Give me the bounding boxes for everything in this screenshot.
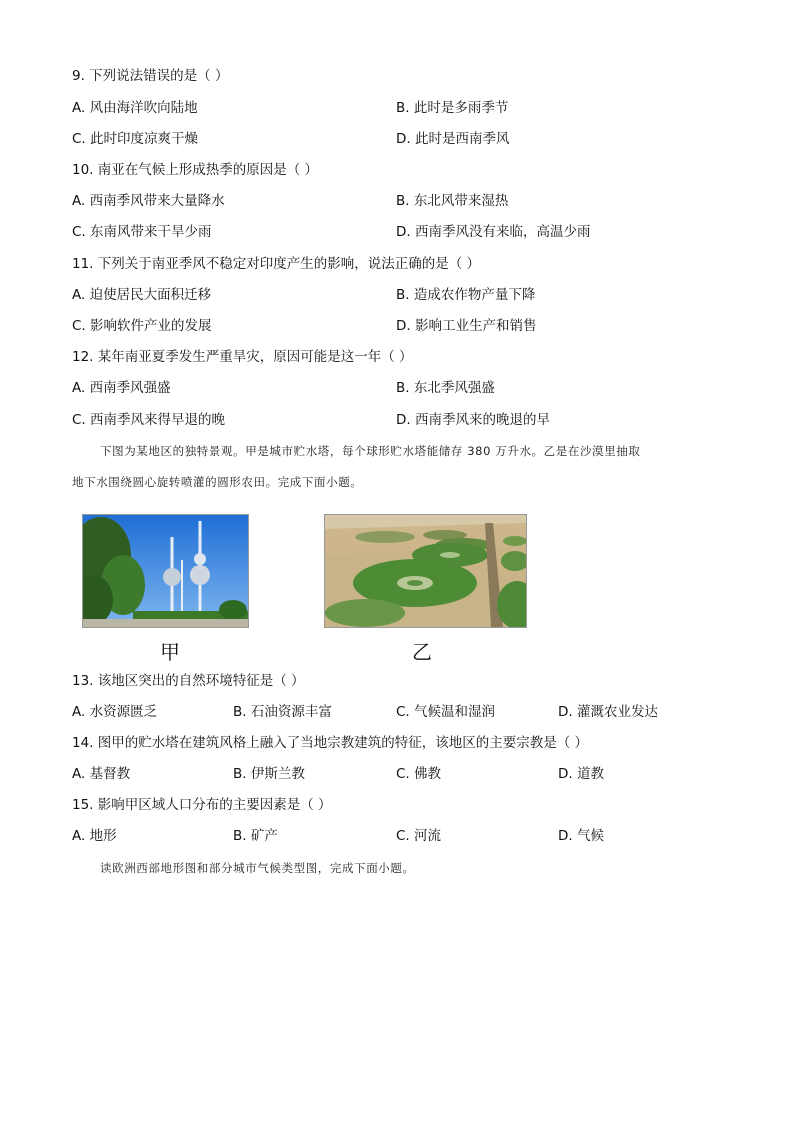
passage-europe-intro: 读欧洲西部地形图和部分城市气候类型图，完成下面小题。 bbox=[100, 861, 415, 875]
question-14-option-b: B. 伊斯兰教 bbox=[233, 766, 305, 782]
question-15-option-c: C. 河流 bbox=[396, 828, 442, 844]
passage-intro-line1: 下图为某地区的独特景观。甲是城市贮水塔，每个球形贮水塔能储存 380 万升水。乙是在沙漠里抽取 bbox=[100, 444, 641, 458]
question-12-option-a: A. 西南季风强盛 bbox=[72, 380, 171, 396]
question-10-option-d: D. 西南季风没有来临，高温少雨 bbox=[396, 224, 591, 240]
question-13-stem: 13. 该地区突出的自然环境特征是（ ） bbox=[72, 673, 305, 689]
question-14-option-a: A. 基督教 bbox=[72, 766, 131, 782]
question-11-option-a: A. 迫使居民大面积迁移 bbox=[72, 287, 212, 303]
question-10-option-b: B. 东北风带来湿热 bbox=[396, 193, 509, 209]
question-10-stem: 10. 南亚在气候上形成热季的原因是（ ） bbox=[72, 162, 319, 178]
question-10-option-c: C. 东南风带来干旱少雨 bbox=[72, 224, 212, 240]
question-11-option-c: C. 影响软件产业的发展 bbox=[72, 318, 212, 334]
question-15-option-d: D. 气候 bbox=[558, 828, 604, 844]
question-14-option-c: C. 佛教 bbox=[396, 766, 442, 782]
question-12-option-b: B. 东北季风强盛 bbox=[396, 380, 495, 396]
question-15-stem: 15. 影响甲区域人口分布的主要因素是（ ） bbox=[72, 797, 332, 813]
question-12-stem: 12. 某年南亚夏季发生严重旱灾，原因可能是这一年（ ） bbox=[72, 349, 413, 365]
question-9-option-a: A. 风由海洋吹向陆地 bbox=[72, 100, 198, 116]
question-11-option-b: B. 造成农作物产量下降 bbox=[396, 287, 536, 303]
question-9-option-c: C. 此时印度凉爽干燥 bbox=[72, 131, 199, 147]
question-13-option-d: D. 灌溉农业发达 bbox=[558, 704, 658, 720]
question-15-option-a: A. 地形 bbox=[72, 828, 117, 844]
figure-water-towers bbox=[82, 514, 249, 628]
figure-caption-yi: 乙 bbox=[412, 640, 432, 664]
question-13-option-b: B. 石油资源丰富 bbox=[233, 704, 332, 720]
figure-caption-jia: 甲 bbox=[160, 640, 180, 664]
question-9-option-b: B. 此时是多雨季节 bbox=[396, 100, 509, 116]
question-9-stem: 9. 下列说法错误的是（ ） bbox=[72, 68, 229, 84]
question-12-option-d: D. 西南季风来的晚退的早 bbox=[396, 412, 550, 428]
figure-circular-fields bbox=[324, 514, 527, 628]
question-11-option-d: D. 影响工业生产和销售 bbox=[396, 318, 537, 334]
question-11-stem: 11. 下列关于南亚季风不稳定对印度产生的影响，说法正确的是（ ） bbox=[72, 256, 481, 272]
question-14-stem: 14. 图甲的贮水塔在建筑风格上融入了当地宗教建筑的特征，该地区的主要宗教是（ ） bbox=[72, 735, 589, 751]
question-9-option-d: D. 此时是西南季风 bbox=[396, 131, 510, 147]
question-12-option-c: C. 西南季风来得早退的晚 bbox=[72, 412, 226, 428]
question-14-option-d: D. 道教 bbox=[558, 766, 604, 782]
question-10-option-a: A. 西南季风带来大量降水 bbox=[72, 193, 225, 209]
question-15-option-b: B. 矿产 bbox=[233, 828, 278, 844]
question-13-option-a: A. 水资源匮乏 bbox=[72, 704, 158, 720]
question-13-option-c: C. 气候温和湿润 bbox=[396, 704, 496, 720]
passage-intro-line2: 地下水围绕圆心旋转喷灌的圆形农田。完成下面小题。 bbox=[72, 475, 363, 489]
